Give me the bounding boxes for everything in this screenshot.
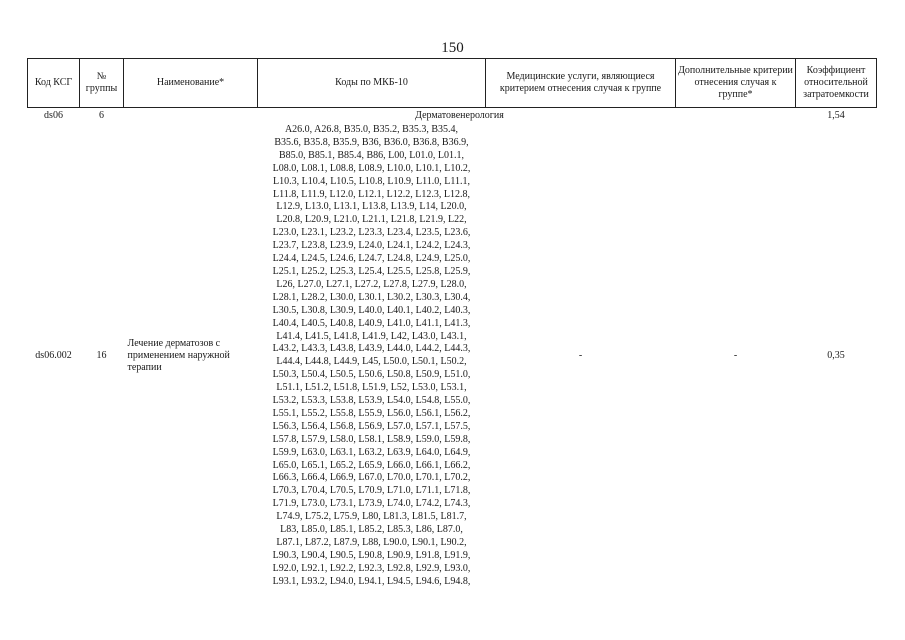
icd-code-line: B35.6, B35.8, B35.9, B36, B36.0, B36.8, B36.9, (274, 136, 469, 148)
item-icd-codes (258, 124, 486, 589)
header-group: № группы (80, 59, 124, 108)
icd-code-line: L20.8, L20.9, L21.0, L21.1, L21.8, L21.9, L22, (276, 214, 467, 226)
icd-code-line: L74.9, L75.2, L75.9, L80, L81.3, L81.5, L81.7, (276, 511, 467, 523)
icd-code-line: L41.4, L41.5, L41.8, L41.9, L42, L43.0, L43.1, (276, 330, 467, 342)
group-coef: 1,54 (827, 110, 845, 121)
group-number: 6 (99, 110, 104, 121)
page-number: 150 (441, 40, 464, 56)
icd-code-line: L44.4, L44.8, L44.9, L45, L50.0, L50.1, L50.2, (276, 356, 467, 368)
table-row-group (28, 108, 877, 125)
icd-code-line: L12.9, L13.0, L13.1, L13.8, L13.9, L14, L20.0, (276, 201, 467, 213)
icd-code-line: L65.0, L65.1, L65.2, L65.9, L66.0, L66.1, L66.2, (272, 459, 471, 471)
icd-code-line: L66.3, L66.4, L66.9, L67.0, L70.0, L70.1, L70.2, (272, 472, 471, 484)
icd-code-line: L24.4, L24.5, L24.6, L24.7, L24.8, L24.9, L25.0, (272, 253, 471, 265)
icd-code-line: L56.3, L56.4, L56.8, L56.9, L57.0, L57.1, L57.5, (272, 420, 471, 432)
header-services: Медицинские услуги, являющиеся критерием отнесения случая к группе (486, 59, 676, 108)
table-row-item (28, 124, 877, 589)
header-code: Код КСГ (28, 59, 80, 108)
header-icd: Коды по МКБ-10 (258, 59, 486, 108)
header-coef: Коэффициент относительной затратоемкости (796, 59, 877, 108)
icd-code-line: L92.0, L92.1, L92.2, L92.3, L92.8, L92.9, L93.0, (272, 562, 471, 574)
icd-code-line: L08.0, L08.1, L08.8, L08.9, L10.0, L10.1, L10.2, (272, 162, 471, 174)
icd-code-line: L55.1, L55.2, L55.8, L55.9, L56.0, L56.1, L56.2, (272, 407, 471, 419)
ksg-table (27, 58, 877, 589)
group-title: Дерматовенерология (415, 110, 504, 121)
item-group: 16 (96, 350, 107, 362)
header-extra: Дополнительные критерии отнесения случая к группе* (676, 59, 796, 108)
item-services: - (578, 350, 583, 362)
icd-code-line: L59.9, L63.0, L63.1, L63.2, L63.9, L64.0, L64.9, (272, 446, 471, 458)
icd-code-line: L26, L27.0, L27.1, L27.2, L27.8, L27.9, L28.0, (276, 278, 467, 290)
icd-code-line: L71.9, L73.0, L73.1, L73.9, L74.0, L74.2, L74.3, (272, 498, 471, 510)
icd-code-line: L10.3, L10.4, L10.5, L10.8, L10.9, L11.0, L11.1, (272, 175, 471, 187)
group-code: ds06 (44, 110, 63, 121)
icd-code-line: L50.3, L50.4, L50.5, L50.6, L50.8, L50.9, L51.0, (272, 369, 471, 381)
item-code: ds06.002 (35, 350, 72, 362)
item-coef: 0,35 (827, 350, 845, 362)
header-name: Наименование* (124, 59, 258, 108)
icd-code-line: L83, L85.0, L85.1, L85.2, L85.3, L86, L87.0, (280, 524, 463, 536)
icd-code-line: L25.1, L25.2, L25.3, L25.4, L25.5, L25.8, L25.9, (272, 265, 471, 277)
icd-code-line: L30.5, L30.8, L30.9, L40.0, L40.1, L40.2, L40.3, (272, 304, 471, 316)
table-header-row (28, 59, 877, 108)
icd-code-line: L43.2, L43.3, L43.8, L43.9, L44.0, L44.2, L44.3, (272, 343, 471, 355)
icd-code-line: A26.0, A26.8, B35.0, B35.2, B35.3, B35.4, (284, 124, 459, 135)
item-extra: - (733, 350, 738, 362)
icd-code-line: L70.3, L70.4, L70.5, L70.9, L71.0, L71.1, L71.8, (272, 485, 471, 497)
icd-code-line: L87.1, L87.2, L87.9, L88, L90.0, L90.1, L90.2, (276, 537, 467, 548)
icd-code-line: L23.0, L23.1, L23.2, L23.3, L23.4, L23.5, L23.6, (272, 227, 471, 239)
icd-code-line: L93.1, L93.2, L94.0, L94.1, L94.5, L94.6, L94.8, (272, 575, 471, 587)
icd-code-line: L57.8, L57.9, L58.0, L58.1, L58.9, L59.0, L59.8, (272, 433, 471, 445)
icd-code-line: L40.4, L40.5, L40.8, L40.9, L41.0, L41.1, L41.3, (272, 317, 471, 329)
icd-code-line: L53.2, L53.3, L53.8, L53.9, L54.0, L54.8, L55.0, (272, 395, 471, 407)
icd-code-line: L90.3, L90.4, L90.5, L90.8, L90.9, L91.8, L91.9, (272, 549, 471, 561)
icd-code-line: L28.1, L28.2, L30.0, L30.1, L30.2, L30.3, L30.4, (272, 291, 471, 303)
icd-code-line: B85.0, B85.1, B85.4, B86, L00, L01.0, L01.1, (278, 149, 464, 161)
item-name: Лечение дерматозов с применением наружной терапии (127, 338, 230, 374)
icd-code-line: L11.8, L11.9, L12.0, L12.1, L12.2, L12.3, L12.8, (272, 188, 471, 200)
icd-code-line: L51.1, L51.2, L51.8, L51.9, L52, L53.0, L53.1, (276, 382, 467, 394)
icd-code-line: L23.7, L23.8, L23.9, L24.0, L24.1, L24.2, L24.3, (272, 240, 471, 252)
